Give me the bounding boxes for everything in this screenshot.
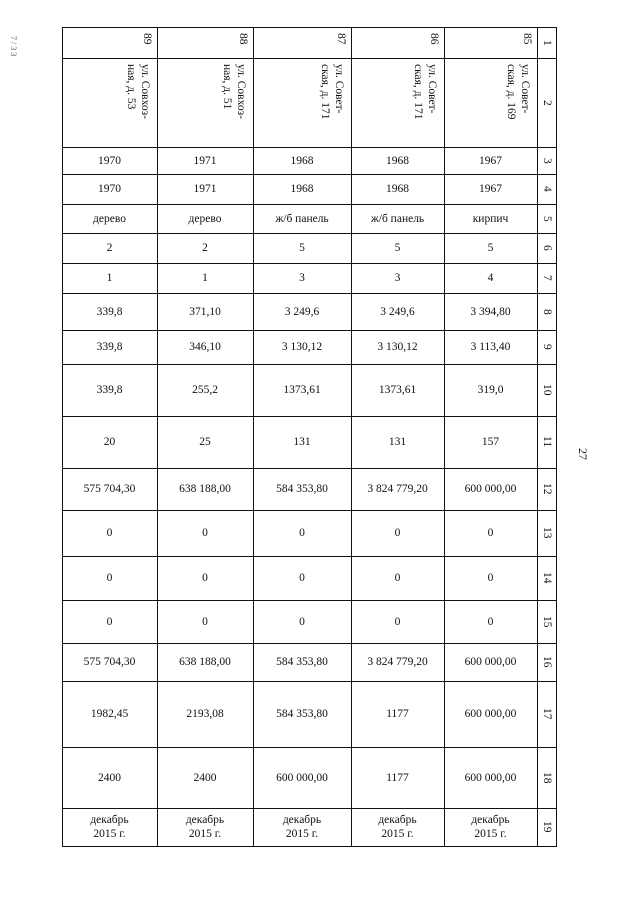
table-cell: 1971	[193, 154, 217, 167]
record-number: 86	[428, 33, 440, 45]
column-number: 6	[541, 245, 553, 251]
table-cell: 255,2	[192, 384, 218, 396]
table-cell: 1982,45	[90, 708, 129, 720]
table-cell: дерево	[188, 212, 222, 225]
table-cell: 1968	[386, 154, 409, 167]
table-cell: 2	[202, 242, 208, 254]
table-cell: 0	[106, 572, 113, 584]
table-cell: 1967	[479, 154, 502, 167]
address-line: ул. Совет-	[519, 64, 531, 114]
table-cell: 0	[487, 572, 494, 584]
table-cell: 20	[103, 436, 116, 448]
column-number: 5	[541, 215, 553, 222]
address-line: ская, д. 171	[319, 64, 331, 120]
record-number: 88	[237, 33, 249, 45]
table-cell: 3 249,6	[284, 305, 320, 318]
table-cell: 1	[106, 272, 113, 284]
table-cell: 0	[106, 527, 113, 539]
table-cell: 339,8	[96, 384, 123, 396]
table-cell: 1177	[386, 708, 409, 720]
table-cell: 1970	[98, 154, 121, 167]
table-cell: 0	[299, 527, 305, 539]
table-vline	[556, 27, 557, 847]
table-cell: 3 249,6	[380, 305, 415, 318]
table-cell: 2193,08	[186, 708, 224, 720]
table-cell: декабрь 2015 г.	[90, 814, 129, 840]
table-hline	[62, 58, 557, 59]
table-cell: 2400	[193, 771, 217, 784]
table-cell: 3	[394, 272, 401, 284]
column-number: 14	[541, 572, 553, 584]
table-cell: 600 000,00	[464, 708, 517, 720]
table-cell: 1968	[290, 183, 314, 195]
table-cell: 1177	[386, 771, 409, 784]
column-number: 11	[541, 436, 553, 448]
table-cell: 3 113,40	[470, 341, 511, 353]
table-cell: 5	[394, 242, 401, 254]
table-cell: 1968	[386, 183, 409, 195]
table-cell: 0	[394, 527, 401, 539]
table-cell: 584 353,80	[276, 656, 328, 668]
address-line: ул. Совхоз-	[139, 64, 151, 120]
table-cell: 5	[487, 242, 494, 254]
table-cell: 4	[487, 272, 494, 284]
table-cell: 25	[199, 436, 211, 448]
address-line: ская, д. 171	[412, 64, 424, 120]
table-cell: 3 394,80	[470, 305, 511, 318]
table-cell: 131	[293, 436, 311, 448]
table-cell: 584 353,80	[276, 483, 328, 495]
table-cell: 575 704,30	[83, 483, 136, 495]
table-cell: 638 188,00	[179, 656, 231, 668]
table-vline	[537, 27, 538, 847]
column-number: 1	[541, 39, 553, 46]
column-number: 8	[541, 308, 553, 315]
table-cell: 600 000,00	[464, 483, 517, 495]
column-number: 10	[541, 384, 553, 396]
stamp: 7 / 3 3	[9, 36, 18, 57]
table-cell: 3	[299, 272, 305, 284]
table-cell: 0	[487, 527, 494, 539]
record-number: 89	[141, 33, 153, 45]
table-cell: 575 704,30	[83, 656, 136, 668]
table-cell: 339,8	[96, 305, 123, 318]
table-cell: ж/б панель	[275, 212, 329, 225]
table-cell: 600 000,00	[464, 771, 517, 784]
table-cell: 1373,61	[283, 384, 321, 396]
table-cell: 3 824 779,20	[367, 483, 428, 495]
table-cell: дерево	[93, 212, 126, 225]
table-cell: 0	[106, 615, 113, 628]
table-cell: 0	[487, 615, 494, 628]
table-cell: 1968	[290, 154, 314, 167]
table-cell: декабрь 2015 г.	[185, 814, 225, 840]
column-number: 4	[541, 186, 553, 192]
table-cell: 0	[394, 572, 401, 584]
column-number: 9	[541, 344, 553, 350]
table-cell: декабрь 2015 г.	[471, 814, 510, 840]
address-line: ная, д. 51	[221, 64, 233, 110]
address-line: ул. Совет-	[333, 64, 345, 114]
address-line: ская, д. 169	[505, 64, 517, 120]
table-cell: ж/б панель	[370, 212, 425, 225]
table-cell: 638 188,00	[179, 483, 231, 495]
record-number: 87	[335, 33, 347, 45]
table-cell: 1373,61	[378, 384, 417, 396]
table-cell: 1970	[98, 183, 121, 195]
column-number: 2	[541, 99, 553, 106]
table-cell: 3 130,12	[377, 341, 418, 353]
column-number: 17	[541, 708, 553, 720]
table-cell: 0	[202, 615, 208, 628]
table-cell: 0	[202, 572, 208, 584]
column-number: 15	[541, 615, 553, 627]
record-number: 85	[521, 33, 533, 45]
table-cell: 0	[202, 527, 208, 539]
column-number: 12	[541, 483, 553, 495]
table-cell: 1	[202, 272, 208, 284]
table-cell: декабрь 2015 г.	[282, 814, 322, 840]
column-number: 3	[541, 157, 553, 164]
table-cell: 5	[299, 242, 305, 254]
table-cell: 339,8	[96, 341, 123, 353]
column-number: 7	[541, 275, 553, 281]
table-hline	[62, 846, 557, 847]
table-cell: 1971	[193, 183, 217, 195]
table-cell: 600 000,00	[276, 771, 328, 784]
table-cell: 3 824 779,20	[367, 656, 428, 668]
address-line: ул. Совхоз-	[235, 64, 247, 120]
table-cell: 600 000,00	[464, 656, 517, 668]
table-cell: 2	[106, 242, 113, 254]
column-number: 18	[541, 771, 553, 783]
table-cell: 0	[299, 572, 305, 584]
column-number: 19	[541, 821, 553, 833]
table-cell: 0	[299, 615, 305, 628]
table-cell: 0	[394, 615, 401, 628]
table-cell: 2400	[98, 771, 121, 784]
address-line: ная, д. 53	[125, 64, 137, 110]
table-cell: 371,10	[189, 305, 221, 318]
table-cell: декабрь 2015 г.	[378, 814, 417, 840]
table-cell: 346,10	[189, 341, 221, 353]
column-number: 13	[541, 527, 553, 539]
table-cell: 157	[481, 436, 500, 448]
page-number: 27	[576, 448, 590, 460]
table-cell: 3 130,12	[281, 341, 323, 353]
table-cell: 1967	[479, 183, 502, 195]
table-cell: кирпич	[472, 212, 509, 225]
table-hline	[62, 27, 557, 28]
address-line: ул. Совет-	[426, 64, 438, 114]
column-number: 16	[541, 656, 553, 668]
table-cell: 584 353,80	[276, 708, 328, 720]
table-cell: 131	[388, 436, 407, 448]
table-cell: 319,0	[477, 384, 504, 396]
